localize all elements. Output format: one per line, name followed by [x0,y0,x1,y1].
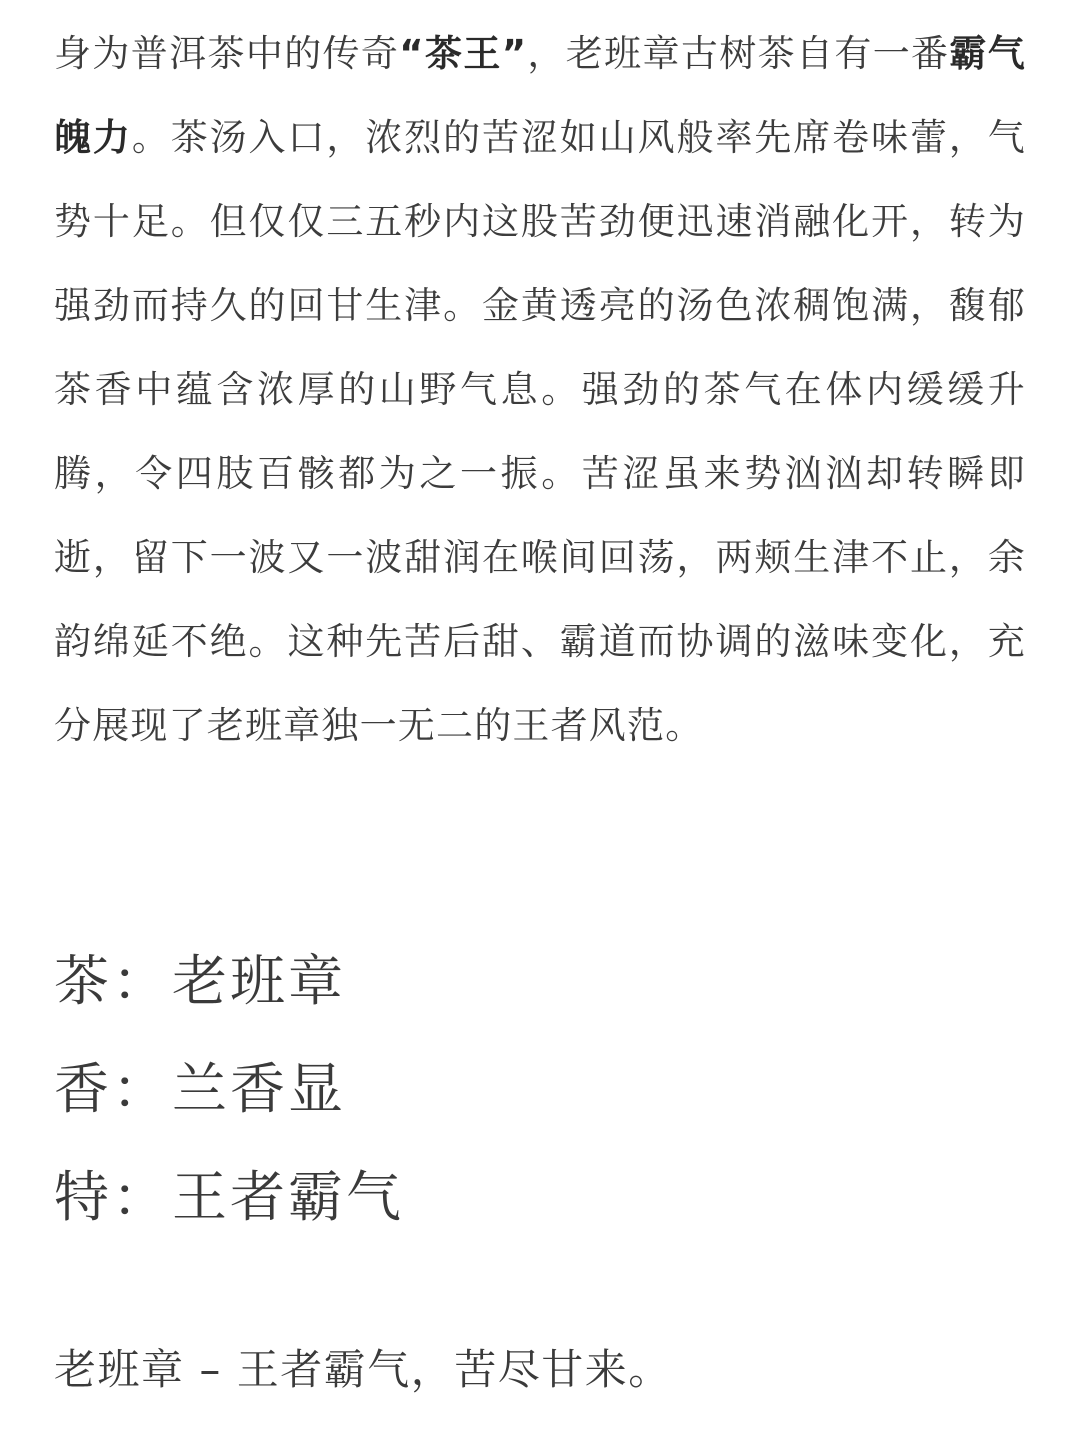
bold-phrase-tea-king: “茶王” [399,32,528,75]
paragraph-text-1: 身为普洱茶中的传奇 [54,32,400,75]
fact-value: 王者霸气 [172,1164,405,1229]
fact-colon: ： [112,1056,171,1121]
fact-colon: ： [112,1164,171,1229]
fact-key: 特 [54,1164,113,1229]
fact-key: 茶 [54,948,113,1013]
tea-facts-list [54,922,1026,1246]
paragraph-text-2: ，老班章古树茶自有一番 [527,32,950,75]
fact-row-aroma [54,1030,1026,1138]
article-body [54,0,1026,768]
fact-row-tea [54,922,1026,1030]
paragraph-text-3: 。茶汤入口，浓烈的苦涩如山风般率先席卷味蕾，气势十足。但仅仅三五秒内这股苦劲便迅速消融化开，转为强劲而持久的回甘生津。金黄透亮的汤色浓稠饱满，馥郁茶香中蕴含浓厚的山野气息。强劲的茶气在体内缓缓升腾，令四肢百骸都为之一振。苦涩虽来势汹汹却转瞬即逝，留下一波又一波甜润在喉间回荡，两颊生津不止，余韵绵延不绝。这种先苦后甜、霸道而协调的滋味变化，充分展现了老班章独一无二的王者风范。 [54,116,1026,747]
fact-value: 老班章 [172,948,347,1013]
bold-phrase-domineering: 霸气魄力 [54,32,1026,159]
tagline: 老班章 – 王者霸气，苦尽甘来。 [54,1345,672,1394]
fact-value: 兰香显 [172,1056,347,1121]
fact-key: 香 [54,1056,113,1121]
description-paragraph [54,0,1026,768]
fact-row-feature [54,1138,1026,1246]
fact-colon: ： [112,948,171,1013]
